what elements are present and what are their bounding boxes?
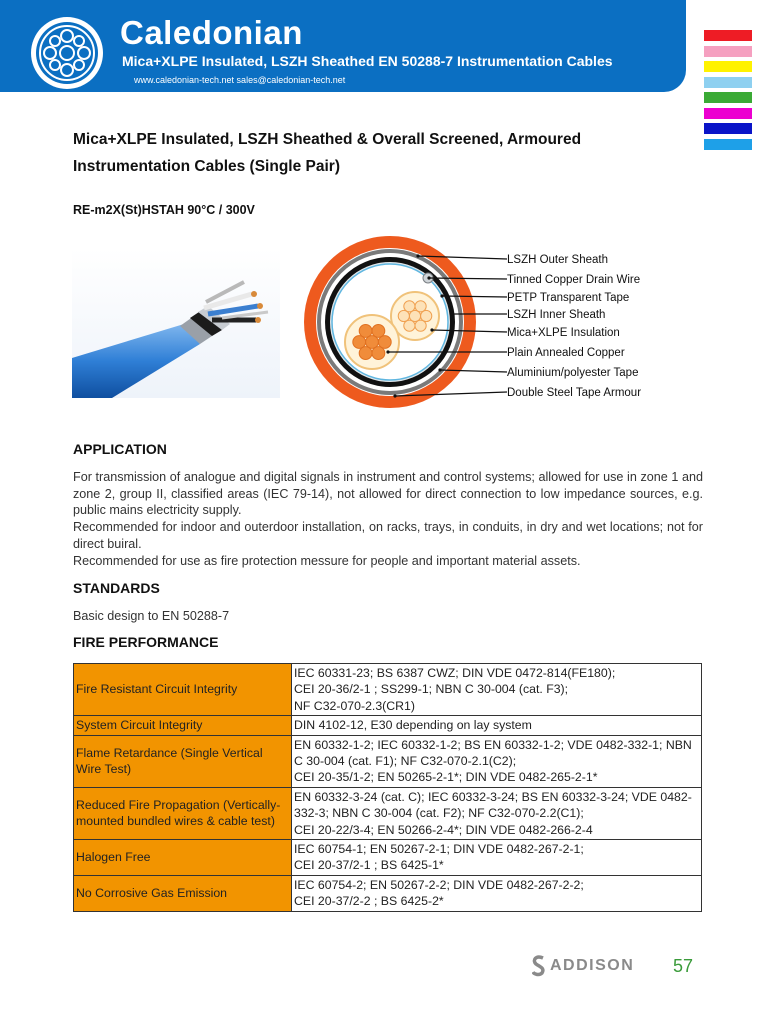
cable-photo [72,248,280,398]
product-code: RE-m2X(St)HSTAH 90°C / 300V [73,203,255,217]
standards-text: Basic design to EN 50288-7 [73,609,230,623]
application-line: For transmission of analogue and digital signals in instrument and control systems; allowed for use in zone 1 and zone 2, group II, classified areas (IEC 79-14), not allowed for direct connection to low impedance sources, e.g. public mains electricity supply. [73,470,703,518]
layer-label: Double Steel Tape Armour [507,387,642,399]
layer-label: Plain Annealed Copper [507,347,625,359]
performance-standards: IEC 60754-1; EN 50267-2-1; DIN VDE 0482-267-2-1; CEI 20-37/2-1 ; BS 6425-1* [292,840,702,876]
product-title: Mica+XLPE Insulated, LSZH Sheathed & Overall Screened, Armoured Instrumentation Cables (Single Pair) [73,131,582,175]
addison-logo-text: ADDISON [550,957,635,974]
table-row [74,787,702,839]
copper-strand [415,320,426,331]
performance-standards: EN 60332-3-24 (cat. C); IEC 60332-3-24; BS EN 60332-3-24; VDE 0482-332-3; NBN C 30-004 (cat. F2); NF C32-070-2.2(C1); CEI 20-22/3-4; EN 50266-2-4*; DIN VDE 0482-266-2-4 [292,787,702,839]
leader-dot [440,294,443,297]
performance-label: Halogen Free [74,840,292,876]
color-stripe [704,61,752,72]
standards-heading: STANDARDS [73,580,160,596]
performance-standards: IEC 60331-23; BS 6387 CWZ; DIN VDE 0472-814(FE180); CEI 20-36/2-1 ; SS299-1; NBN C 30-004 (cat. F3); NF C32-070-2.3(CR1) [292,664,702,716]
table-row [74,735,702,787]
header-subtitle: Mica+XLPE Insulated, LSZH Sheathed EN 50288-7 Instrumentation Cables [122,53,613,69]
layer-label: Aluminium/polyester Tape [507,367,639,379]
fire-performance-heading: FIRE PERFORMANCE [73,634,219,650]
addison-logo [532,954,634,978]
performance-label: Reduced Fire Propagation (Vertically-mounted bundled wires & cable test) [74,787,292,839]
performance-standards: EN 60332-1-2; IEC 60332-1-2; BS EN 60332-1-2; VDE 0482-332-1; NBN C 30-004 (cat. F1); NF C32-070-2.1(C2); CEI 20-35/1-2; EN 50265-2-1*; DIN VDE 0482-265-2-1* [292,735,702,787]
table-row [74,875,702,911]
leader-dot [393,394,396,397]
leader-dot [386,350,389,353]
table-row [74,664,702,716]
fire-performance-table [73,663,702,912]
copper-strand [372,347,385,360]
performance-standards: DIN 4102-12, E30 depending on lay system [292,716,702,735]
performance-label: Fire Resistant Circuit Integrity [74,664,292,716]
cable-cross-section-logo-icon [30,16,104,90]
color-stripe [704,92,752,103]
leader-dot [416,254,419,257]
application-line: Recommended for indoor and outerdoor installation, on racks, trays, in conduits, in dry and wet locations; not for direct buiral. [73,520,703,551]
leader-dot [450,312,453,315]
layer-label: LSZH Inner Sheath [507,309,606,321]
page-number: 57 [673,956,694,976]
table-row [74,716,702,735]
color-code-stripes [704,30,752,154]
cable-cross-section-diagram [300,236,680,408]
color-stripe [704,46,752,57]
table-row [74,840,702,876]
performance-label: Flame Retardance (Single Vertical Wire Test) [74,735,292,787]
contact-line: www.caledonian-tech.net sales@caledonian-tech.net [134,75,346,85]
layer-label: LSZH Outer Sheath [507,254,608,266]
color-stripe [704,123,752,134]
copper-strand [359,325,372,338]
application-line: Recommended for use as fire protection messure for people and important material assets. [73,553,581,568]
copper-strand [404,301,415,312]
leader-dot [438,368,441,371]
color-stripe [704,139,752,150]
application-heading: APPLICATION [73,441,167,457]
addison-logo-icon [532,955,546,977]
performance-label: System Circuit Integrity [74,716,292,735]
copper-strand [372,325,385,338]
layer-label: Mica+XLPE Insulation [507,327,620,339]
layer-label: Tinned Copper Drain Wire [507,274,641,286]
leader-dot [430,328,433,331]
performance-standards: IEC 60754-2; EN 50267-2-2; DIN VDE 0482-267-2-2; CEI 20-37/2-2 ; BS 6425-2* [292,875,702,911]
performance-label: No Corrosive Gas Emission [74,875,292,911]
leader-dot [427,276,430,279]
brand-name: Caledonian [120,14,303,51]
header-banner [0,0,686,92]
application-text [73,469,703,569]
copper-strand [415,301,426,312]
color-stripe [704,108,752,119]
color-stripe [704,30,752,41]
color-stripe [704,77,752,88]
layer-label: PETP Transparent Tape [507,292,630,304]
